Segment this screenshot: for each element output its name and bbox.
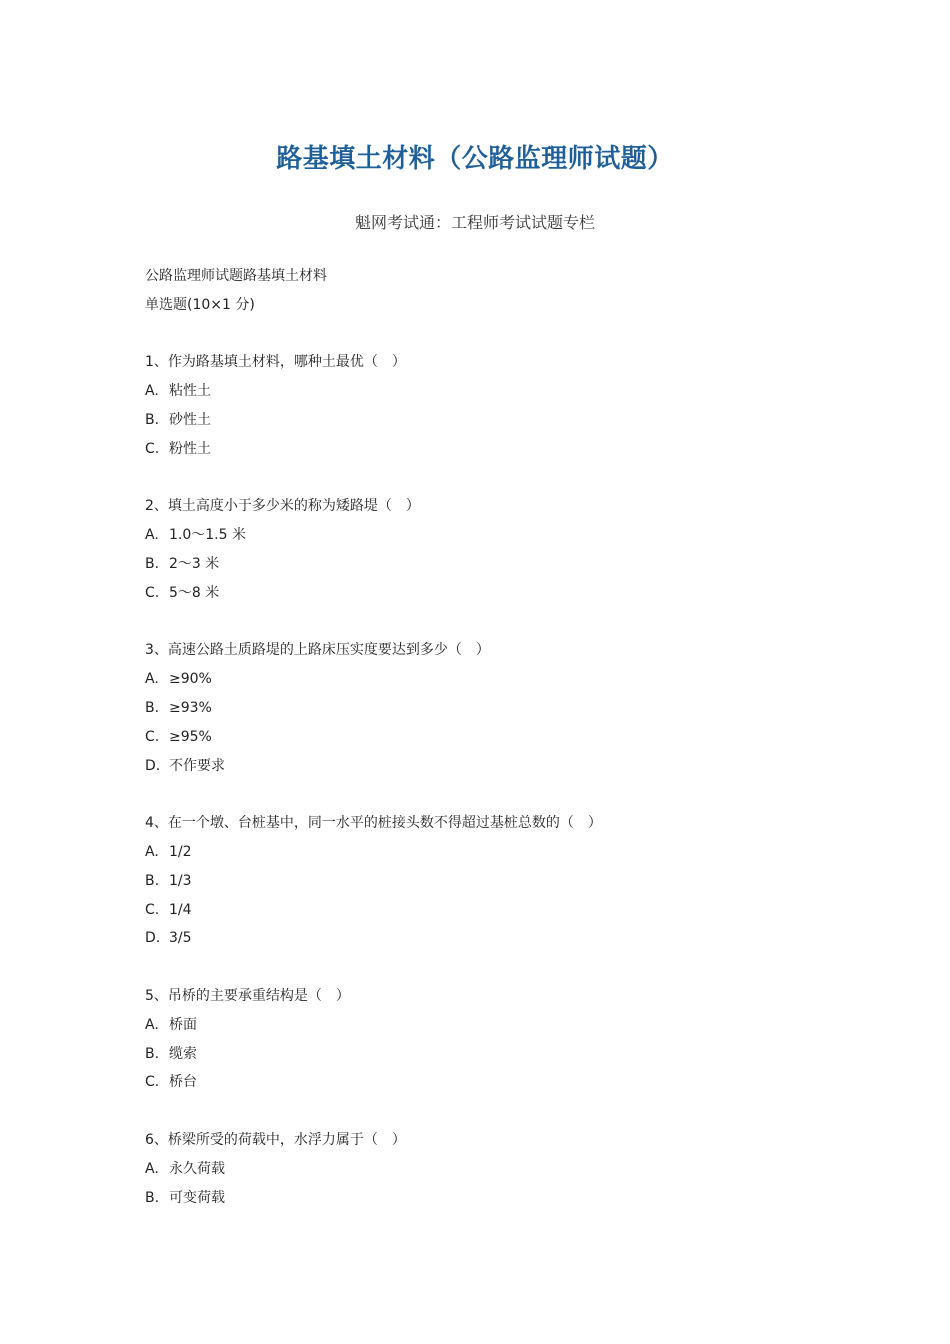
document-subtitle: 魁网考试通：工程师考试试题专栏 <box>354 213 595 232</box>
option-item <box>145 1068 845 1097</box>
option-text: 1/4 <box>169 901 192 918</box>
question-spacer <box>145 608 845 637</box>
option-letter: A. <box>145 527 159 544</box>
option-item <box>145 550 845 579</box>
document-body <box>145 262 845 1212</box>
option-letter: C. <box>145 440 160 457</box>
option-text: 桥台 <box>169 1074 197 1091</box>
option-text: 粘性土 <box>169 383 211 400</box>
option-letter: A. <box>145 383 159 400</box>
option-item <box>145 579 845 608</box>
option-letter: B. <box>145 699 160 716</box>
question-list <box>145 320 845 1213</box>
option-item <box>145 896 845 925</box>
option-item <box>145 1184 845 1213</box>
option-letter: A. <box>145 1160 159 1177</box>
option-text: 桥面 <box>169 1016 197 1033</box>
option-item <box>145 867 845 896</box>
intro-text: 公路监理师试题路基填土材料 <box>145 268 327 284</box>
option-item <box>145 435 845 464</box>
option-text: 2～3 米 <box>169 555 220 572</box>
option-item <box>145 723 845 752</box>
option-text: 缆索 <box>169 1045 197 1062</box>
option-text: 砂性土 <box>169 411 211 428</box>
question-text: 1、作为路基填土材料，哪种土最优（ ） <box>145 354 406 371</box>
option-text: 粉性土 <box>169 440 211 457</box>
option-item <box>145 838 845 867</box>
option-letter: A. <box>145 671 159 688</box>
option-letter: B. <box>145 411 160 428</box>
option-text: ≥93% <box>169 699 212 716</box>
option-item <box>145 694 845 723</box>
option-item <box>145 521 845 550</box>
option-letter: D. <box>145 757 161 774</box>
option-item <box>145 752 845 781</box>
option-letter: B. <box>145 555 160 572</box>
question-spacer <box>145 780 845 809</box>
option-text: 不作要求 <box>169 757 225 774</box>
option-letter: A. <box>145 1016 159 1033</box>
question-spacer <box>145 464 845 493</box>
option-letter: D. <box>145 930 161 947</box>
option-text: 1/3 <box>169 872 192 889</box>
document-title: 路基填土材料（公路监理师试题） <box>276 144 674 174</box>
question-text: 2、填土高度小于多少米的称为矮路堤（ ） <box>145 498 420 515</box>
option-text: 5～8 米 <box>169 584 220 601</box>
option-text: 1.0～1.5 米 <box>169 527 246 544</box>
option-letter: C. <box>145 584 160 601</box>
option-text: 3/5 <box>169 930 192 947</box>
option-letter: C. <box>145 901 160 918</box>
question-text: 6、桥梁所受的荷载中，水浮力属于（ ） <box>145 1131 406 1148</box>
question-spacer <box>145 320 845 349</box>
option-text: ≥90% <box>169 671 212 688</box>
option-item <box>145 377 845 406</box>
question-text: 3、高速公路土质路堤的上路床压实度要达到多少（ ） <box>145 642 490 659</box>
option-letter: B. <box>145 1189 160 1206</box>
option-text: ≥95% <box>169 728 212 745</box>
option-letter: B. <box>145 1045 160 1062</box>
option-text: 可变荷载 <box>169 1189 225 1206</box>
option-item <box>145 406 845 435</box>
option-item <box>145 924 845 953</box>
option-letter: A. <box>145 843 159 860</box>
question-text: 4、在一个墩、台桩基中，同一水平的桩接头数不得超过基桩总数的（ ） <box>145 815 602 832</box>
section-heading: 单选题(10×1 分) <box>145 296 255 313</box>
option-letter: C. <box>145 728 160 745</box>
question-text: 5、吊桥的主要承重结构是（ ） <box>145 987 350 1004</box>
question-spacer <box>145 1097 845 1126</box>
option-item <box>145 1040 845 1069</box>
question-spacer <box>145 953 845 982</box>
option-text: 永久荷载 <box>169 1160 225 1177</box>
option-letter: C. <box>145 1074 160 1091</box>
option-letter: B. <box>145 872 160 889</box>
option-item <box>145 1155 845 1184</box>
option-item <box>145 665 845 694</box>
option-text: 1/2 <box>169 843 192 860</box>
option-item <box>145 1011 845 1040</box>
